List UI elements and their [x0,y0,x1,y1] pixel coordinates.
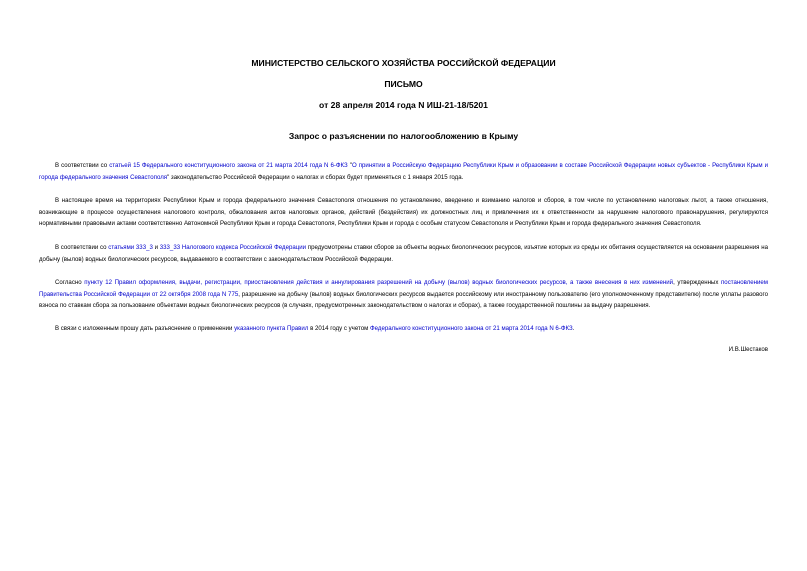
p1-text-2: " [347,162,352,169]
p4-text-2: , утвержденных [673,279,721,286]
paragraph-3 [39,242,768,265]
crimea-accession-link[interactable]: О принятии в Российскую Федерацию Республики Крым и образовании в составе Российской Федерации новых субъектов - Республики Крым и города федерального значения Севастополя [39,162,768,181]
document-type: ПИСЬМО [384,79,423,89]
signature: И.В.Шестаков [728,346,768,353]
p4-text-1: Согласно [55,279,85,286]
p5-text-2: в 2014 году с учетом [308,325,371,332]
paragraph-5 [39,323,768,335]
document-subject: Запрос о разъяснении по налогообложению в Крыму [288,131,519,141]
article-15-link[interactable]: статьей 15 Федерального конституционного закона от 21 марта 2014 года N 6-ФКЗ [109,162,348,169]
rules-item-link[interactable]: указанного пункта Правил [234,325,309,332]
ministry-title: МИНИСТЕРСТВО СЕЛЬСКОГО ХОЗЯЙСТВА РОССИЙСКОЙ ФЕДЕРАЦИИ [251,58,556,68]
p5-text-1: В связи с изложенным прошу дать разъяснение о применении [55,325,235,332]
government-decree-link[interactable]: постановлением Правительства Российской Федерации от 22 октября 2008 года N 775 [39,279,768,298]
paragraph-2: В настоящее время на территориях Республики Крым и города федерального значения Севастополя отношения по установлению, введению и взиманию налогов и сборов, в том числе по установлению налоговых льгот, а также отношения, возникающие в процессе осуществления налогового контроля, обжалования актов налоговых органов, действий (бездействия) их должностных лиц и привлечения их к ответственности за нарушение налогового правонарушения, регулируются нормативными правовыми актами соответственно Автономной Республики Крым и города Севастополя, Республики Крым и города с особым статусом Севастополя и Республики Крым и города федерального значения Севастополя. [39,197,768,228]
p1-text-3: " законодательство Российской Федерации о налогах и сборах будет применяться с 1 января 2015 года. [167,173,464,181]
rules-item-12-link[interactable]: пункту 12 Правил оформления, выдачи, регистрации, приостановления действия и аннулирования разрешений на добычу (вылов) водных биологических ресурсов, а также внесения в них изменений [84,279,674,286]
p3-text-1: В соответствии со [55,244,109,251]
p5-text-3: . [572,325,575,332]
article-333-3-link[interactable]: статьями 333_3 [108,244,153,251]
document-date-number: от 28 апреля 2014 года N ИШ-21-18/5201 [319,100,488,110]
p1-text-1: В соответствии со [55,162,110,169]
p3-text-2: и [152,244,160,251]
paragraph-1 [39,160,768,183]
tax-code-link[interactable]: 333_33 Налогового кодекса Российской Федерации [159,244,307,251]
p3-text-3: предусмотрены ставки сборов за объекты водных биологических ресурсов, изъятие которых из среды их обитания осуществляется на основании разрешения на добычу (вылов) водных биологических ресурсов, выдаваемого в соответствии с законодательством Российской Федерации. [39,244,768,263]
paragraph-4 [39,277,768,312]
federal-constitutional-law-link[interactable]: Федерального конституционного закона от 21 марта 2014 года N 6-ФКЗ [370,325,573,332]
p4-text-3: , разрешение на добычу (вылов) водных биологических ресурсов выдается российскому или иностранному пользователю (его уполномоченному представителю) после уплаты разового взноса по ставкам сбора за пользование объектами водных биологических ресурсов (в случаях, предусмотренных законодательством о налогах и сборах), а также государственной пошлины за выдачу разрешения. [39,290,768,310]
